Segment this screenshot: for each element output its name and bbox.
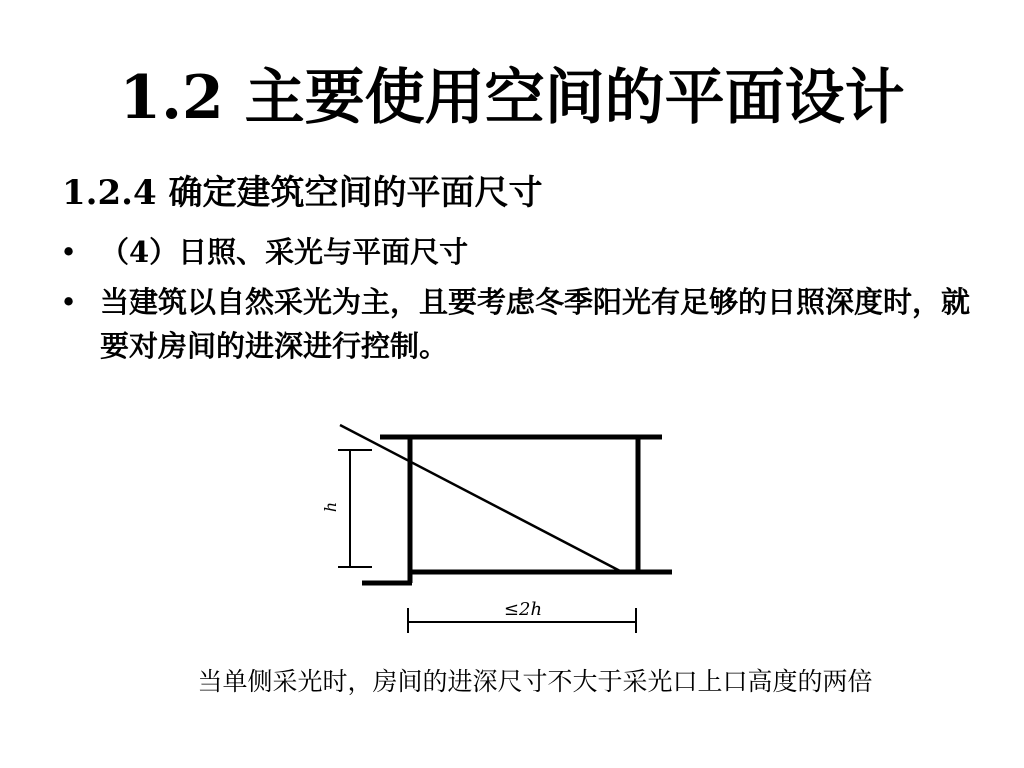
room-section-diagram xyxy=(320,415,690,645)
slide-title: 1.2 主要使用空间的平面设计 xyxy=(119,63,905,133)
bullet-text: 当建筑以自然采光为主，且要考虑冬季阳光有足够的日照深度时，就要对房间的进深进行控制。 xyxy=(100,285,971,363)
sun-ray-line xyxy=(340,425,622,572)
bullet-item-sunlight xyxy=(60,230,970,274)
height-label: h xyxy=(321,501,340,513)
diagram-caption: 当单侧采光时，房间的进深尺寸不大于采光口上口高度的两倍 xyxy=(197,667,873,696)
section-heading: 1.2.4 确定建筑空间的平面尺寸 xyxy=(62,173,543,213)
bullet-text: （4）日照、采光与平面尺寸 xyxy=(100,235,469,269)
bullet-marker: • xyxy=(60,285,78,319)
bullet-item-depth-control xyxy=(60,280,970,368)
depth-label: ≤2h xyxy=(503,599,543,620)
bullet-marker: • xyxy=(60,235,78,269)
bullet-list xyxy=(60,230,970,374)
